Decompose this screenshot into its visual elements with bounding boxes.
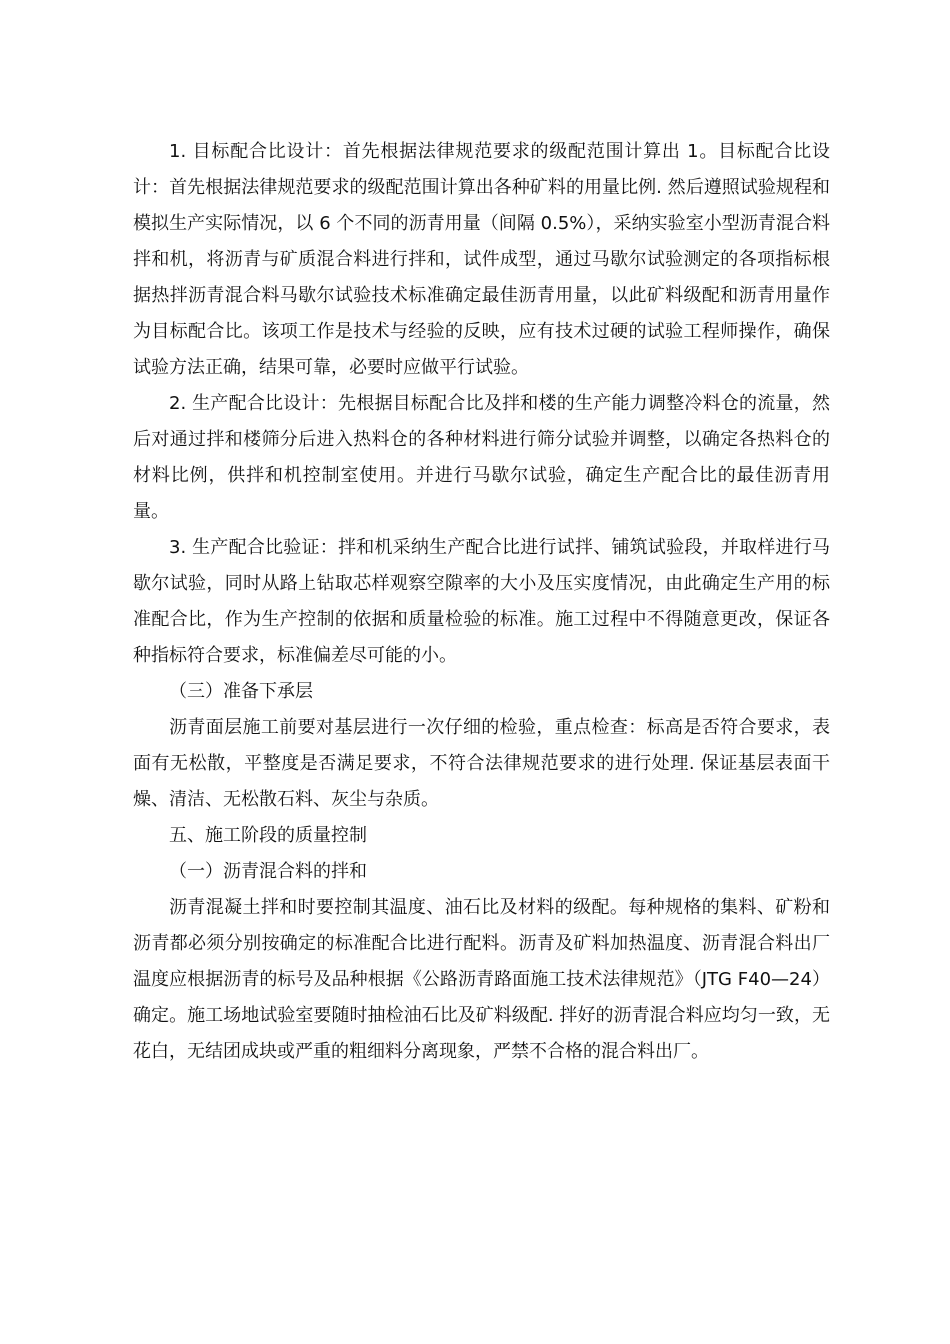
paragraph-target-mix-design: 1. 目标配合比设计：首先根据法律规范要求的级配范围计算出 1。目标配合比设计：首先根据法律规范要求的级配范围计算出各种矿料的用量比例. 然后遵照试验规程和模拟生产实际情况，以 6 个不同的沥青用量（间隔 0.5%），采纳实验室小型沥青混合料拌和机，将沥青与矿质混合料进行拌和，试件成型，通过马歇尔试验测定的各项指标根据热拌沥青混合料马歇尔试验技术标准确定最佳沥青用量，以此矿料级配和沥青用量作为目标配合比。该项工作是技术与经验的反映，应有技术过硬的试验工程师操作，确保试验方法正确，结果可靠，必要时应做平行试验。 <box>133 141 830 378</box>
paragraph-production-mix-design: 2. 生产配合比设计：先根据目标配合比及拌和楼的生产能力调整冷料仓的流量，然后对通过拌和楼筛分后进入热料仓的各种材料进行筛分试验并调整，以确定各热料仓的材料比例，供拌和机控制室使用。并进行马歇尔试验，确定生产配合比的最佳沥青用量。 <box>133 393 830 522</box>
document-body <box>133 134 830 1070</box>
heading-asphalt-mixing: （一）沥青混合料的拌和 <box>169 861 367 882</box>
heading-prepare-sublayer: （三）准备下承层 <box>169 681 313 702</box>
paragraph-base-inspection: 沥青面层施工前要对基层进行一次仔细的检验，重点检查：标高是否符合要求，表面有无松散，平整度是否满足要求，不符合法律规范要求的进行处理. 保证基层表面干燥、清洁、无松散石料、灰尘与杂质。 <box>133 717 830 810</box>
paragraph-asphalt-mixing: 沥青混凝土拌和时要控制其温度、油石比及材料的级配。每种规格的集料、矿粉和沥青都必须分别按确定的标准配合比进行配料。沥青及矿料加热温度、沥青混合料出厂温度应根据沥青的标号及品种根据《公路沥青路面施工技术法律规范》（JTG F40—24）确定。施工场地试验室要随时抽检油石比及矿料级配. 拌好的沥青混合料应均匀一致，无花白，无结团成块或严重的粗细料分离现象，严禁不合格的混合料出厂。 <box>133 897 830 1062</box>
heading-construction-quality-control: 五、施工阶段的质量控制 <box>169 825 367 846</box>
paragraph-production-mix-verification: 3. 生产配合比验证：拌和机采纳生产配合比进行试拌、铺筑试验段，并取样进行马歇尔试验，同时从路上钻取芯样观察空隙率的大小及压实度情况，由此确定生产用的标准配合比，作为生产控制的依据和质量检验的标准。施工过程中不得随意更改，保证各种指标符合要求，标准偏差尽可能的小。 <box>133 537 830 666</box>
